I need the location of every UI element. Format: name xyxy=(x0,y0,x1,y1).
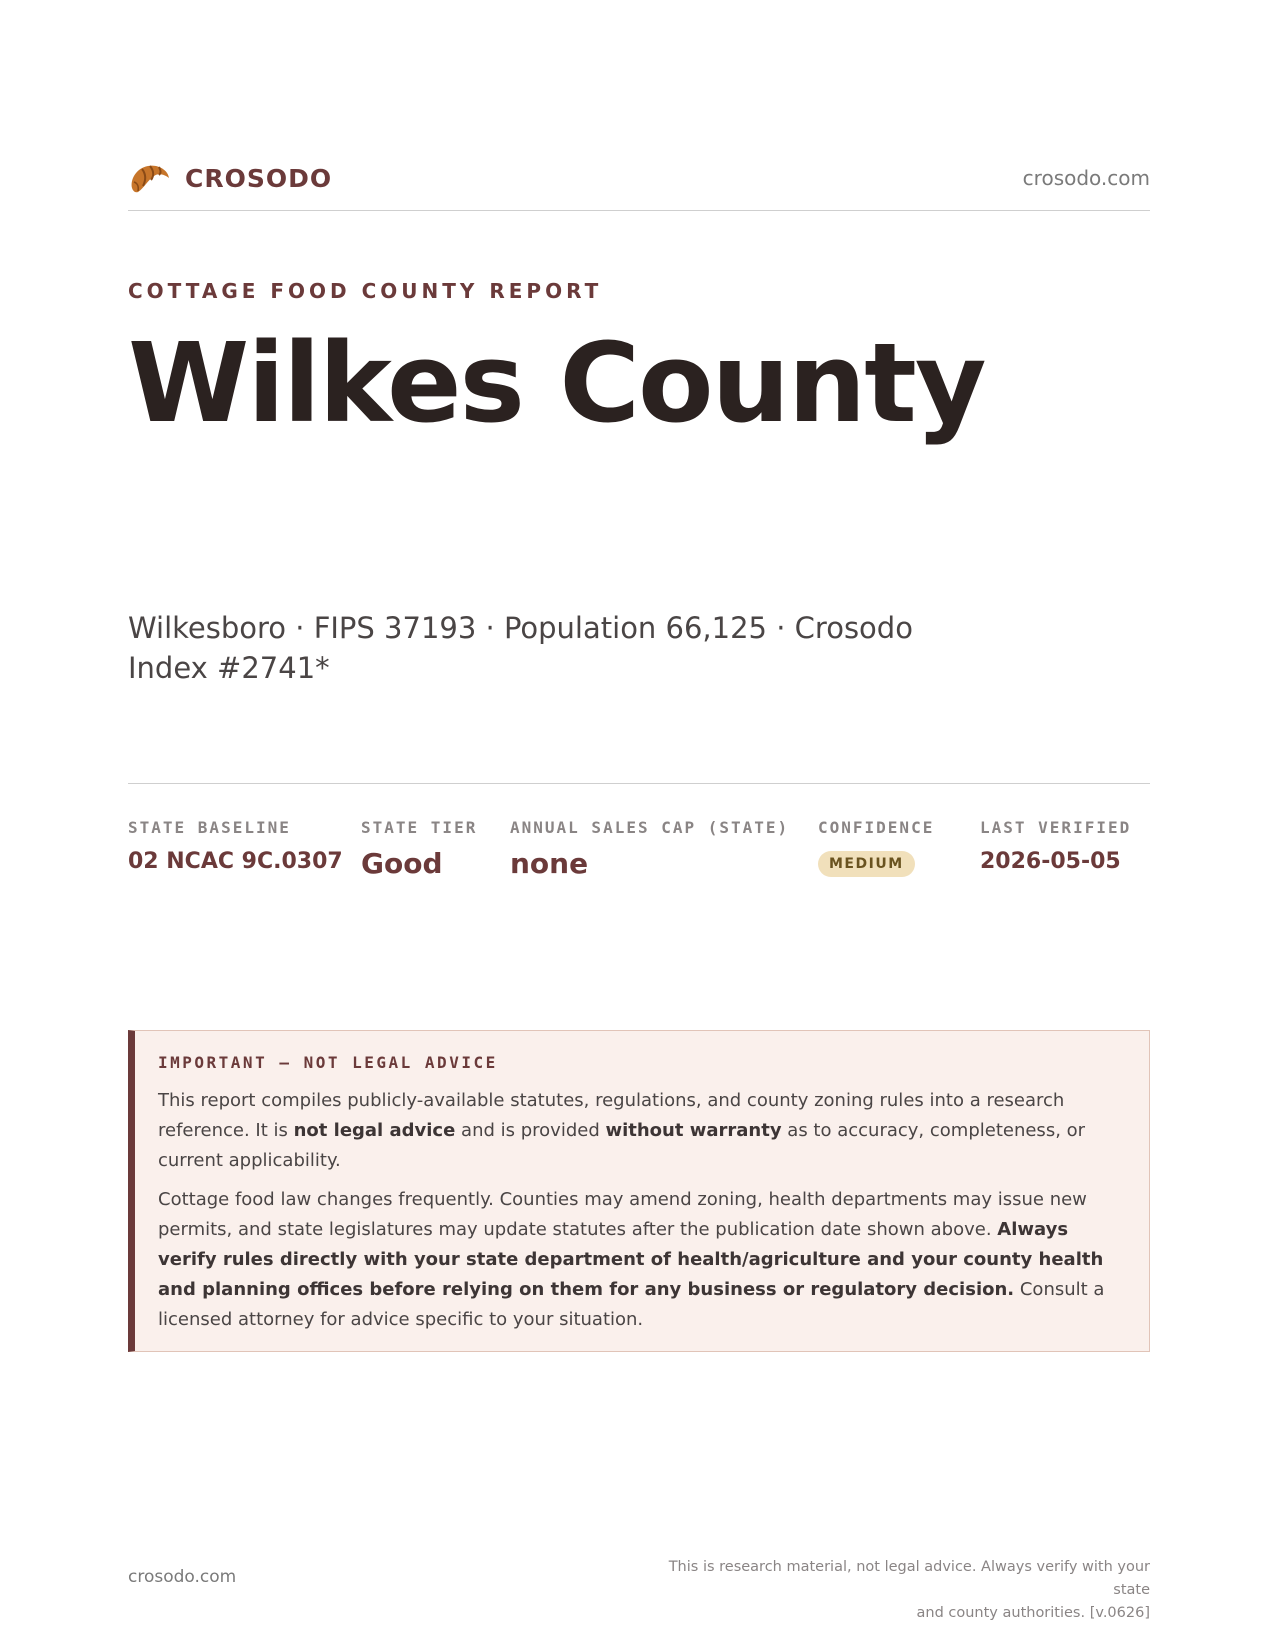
notice-emphasis: Always verify rules directly with your state department of health/agriculture and your county health and planning offices before relying on them for any business or regulatory decision. xyxy=(158,1219,1104,1300)
notice-paragraph-1 xyxy=(158,1086,1123,1176)
page-title: Wilkes County xyxy=(128,319,985,447)
notice-text: as to accuracy, completeness, or current applicability. xyxy=(158,1120,1086,1171)
report-eyebrow: COTTAGE FOOD COUNTY REPORT xyxy=(128,279,603,303)
footer-disclaimer xyxy=(630,1556,1150,1625)
stat-label: ANNUAL SALES CAP (STATE) xyxy=(510,818,790,837)
notice-text: and is provided xyxy=(455,1120,606,1141)
legal-notice xyxy=(128,1030,1150,1352)
report-subtitle: Wilkesboro · FIPS 37193 · Population 66,125 · Crosodo Index #2741* xyxy=(128,611,913,685)
notice-heading: IMPORTANT — NOT LEGAL ADVICE xyxy=(158,1053,498,1072)
report-page xyxy=(128,0,1150,1650)
notice-emphasis: without warranty xyxy=(605,1120,782,1141)
stat-value: 2026-05-05 xyxy=(980,849,1121,874)
stat-confidence xyxy=(818,818,934,877)
header-divider xyxy=(128,210,1150,211)
stat-label: LAST VERIFIED xyxy=(980,818,1132,837)
stat-label: STATE TIER xyxy=(361,818,478,837)
brand-name: CROSODO xyxy=(185,164,333,193)
stat-last-verified xyxy=(980,818,1131,874)
stat-label: CONFIDENCE xyxy=(818,818,935,837)
header-site-link[interactable]: crosodo.com xyxy=(1022,166,1150,190)
stat-state-baseline xyxy=(128,818,343,874)
croissant-icon xyxy=(128,158,172,198)
notice-text: This report compiles publicly-available statutes, regulations, and county zoning rules into a research reference. It is xyxy=(158,1090,1065,1141)
stat-value: none xyxy=(510,847,589,880)
stat-value: 02 NCAC 9C.0307 xyxy=(128,849,343,874)
confidence-badge: MEDIUM xyxy=(818,851,915,877)
stat-label: STATE BASELINE xyxy=(128,818,291,837)
footer-disclaimer-line: This is research material, not legal advice. Always verify with your state xyxy=(668,1559,1150,1598)
stat-value: Good xyxy=(361,847,443,880)
footer-disclaimer-line: and county authorities. [v.0626] xyxy=(916,1605,1150,1621)
notice-paragraph-2 xyxy=(158,1185,1123,1335)
brand-header xyxy=(128,158,1150,202)
notice-text: Cottage food law changes frequently. Counties may amend zoning, health departments may issue new permits, and state legislatures may update statutes after the publication date shown above. xyxy=(158,1189,1087,1240)
stat-state-tier xyxy=(361,818,477,880)
notice-emphasis: not legal advice xyxy=(293,1120,456,1141)
footer-site-link[interactable]: crosodo.com xyxy=(128,1567,237,1587)
section-divider xyxy=(128,783,1150,784)
notice-text: Consult a licensed attorney for advice specific to your situation. xyxy=(158,1279,1105,1330)
stat-annual-sales-cap xyxy=(510,818,789,880)
